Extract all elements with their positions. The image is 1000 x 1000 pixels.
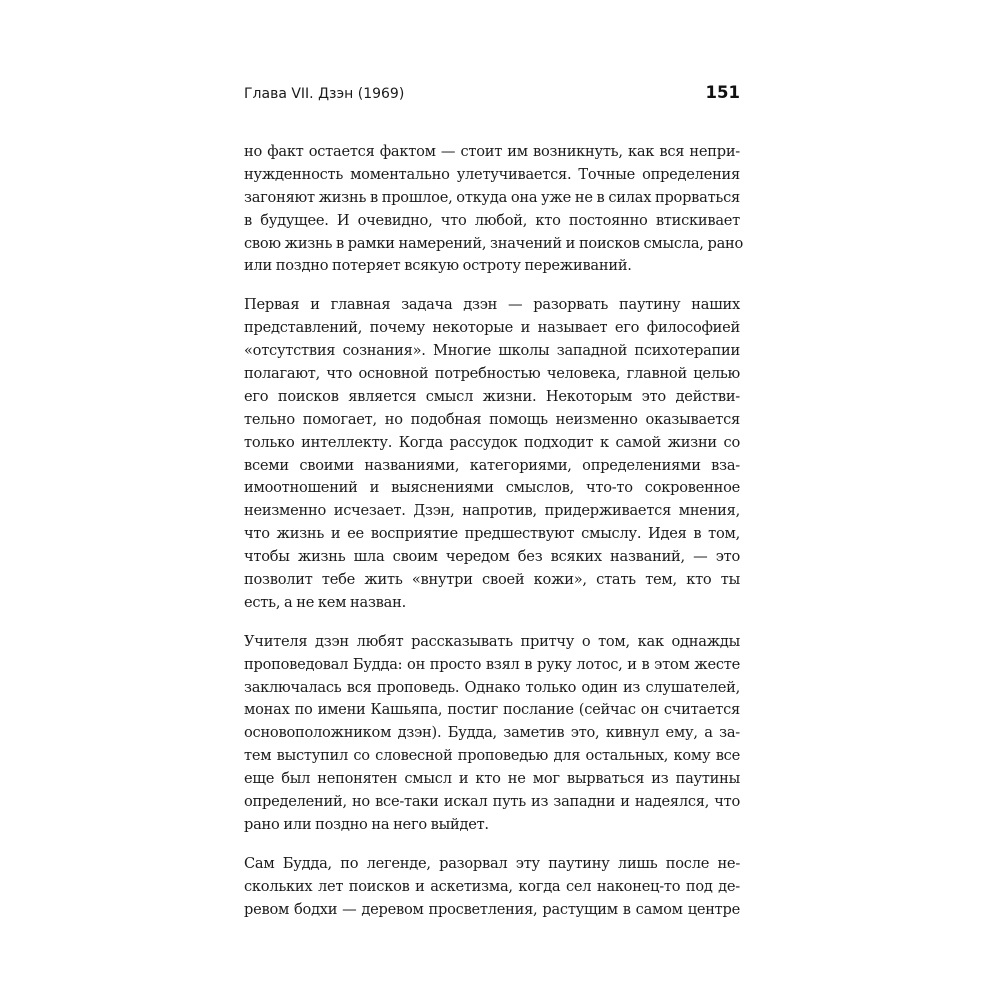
chapter-title: Глава VII. Дзэн (1969) xyxy=(244,86,405,102)
text-line: свою жизнь в рамки намерений, значений и поисков смысла, рано xyxy=(244,234,744,252)
text-line: проповедовал Будда: он просто взял в руку лотос, и в этом жесте xyxy=(244,655,740,673)
text-line: представлений, почему некоторые и называет его философией xyxy=(244,319,740,337)
body-text xyxy=(244,141,744,938)
text-line: Первая и главная задача дзэн — разорвать паутину наших xyxy=(244,296,740,314)
paragraph-3 xyxy=(244,631,740,837)
text-line: только интеллекту. Когда рассудок подходит к самой жизни со xyxy=(244,433,740,451)
text-line: имоотношений и выяснениями смыслов, что-то сокровенное xyxy=(244,479,740,497)
text-line: определений, но все-таки искал путь из западни и надеялся, что xyxy=(244,793,740,811)
text-line: но факт остается фактом — стоит им возникнуть, как вся непри- xyxy=(244,143,740,160)
text-line: что жизнь и ее восприятие предшествуют смыслу. Идея в том, xyxy=(244,525,740,543)
text-line: или поздно потеряет всякую остроту переживаний. xyxy=(244,257,632,275)
text-line: основоположником дзэн). Будда, заметив это, кивнул ему, а за- xyxy=(244,724,740,742)
text-line: ревом бодхи — деревом просветления, растущим в самом центре xyxy=(244,900,740,918)
text-line: «отсутствия сознания». Многие школы западной психотерапии xyxy=(244,342,740,360)
running-head xyxy=(244,83,740,109)
text-line: его поисков является смысл жизни. Некоторым это действи- xyxy=(244,387,740,405)
paragraph-2 xyxy=(244,294,740,614)
text-line: в будущее. И очевидно, что любой, кто постоянно втискивает xyxy=(244,211,740,229)
text-line: чтобы жизнь шла своим чередом без всяких названий, — это xyxy=(244,548,740,566)
paragraph-4 xyxy=(244,853,740,922)
text-line: монах по имени Кашьяпа, постиг послание (сейчас он считается xyxy=(244,701,740,719)
text-line: есть, а не кем назван. xyxy=(244,593,406,611)
text-line: позволит тебе жить «внутри своей кожи», стать тем, кто ты xyxy=(244,571,740,589)
text-line: скольких лет поисков и аскетизма, когда сел наконец-то под де- xyxy=(244,877,740,895)
text-line: неизменно исчезает. Дзэн, напротив, придерживается мнения, xyxy=(244,502,740,520)
text-line: тельно помогает, но подобная помощь неизменно оказывается xyxy=(244,410,740,428)
text-line: загоняют жизнь в прошлое, откуда она уже не в силах прорваться xyxy=(244,188,740,206)
page-number: 151 xyxy=(705,83,740,102)
paragraph-1 xyxy=(244,141,744,278)
text-line: полагают, что основной потребностью человека, главной целью xyxy=(244,365,740,383)
text-line: Сам Будда, по легенде, разорвал эту паутину лишь после не- xyxy=(244,854,740,872)
text-line: всеми своими названиями, категориями, определениями вза- xyxy=(244,456,740,474)
text-line: нужденность моментально улетучивается. Точные определения xyxy=(244,165,740,183)
text-line: рано или поздно на него выйдет. xyxy=(244,815,489,833)
text-line: тем выступил со словесной проповедью для остальных, кому все xyxy=(244,747,740,765)
text-line: заключалась вся проповедь. Однако только один из слушателей, xyxy=(244,678,740,696)
text-line: еще был непонятен смысл и кто не мог вырваться из паутины xyxy=(244,770,740,788)
text-line: Учителя дзэн любят рассказывать притчу о том, как однажды xyxy=(244,632,740,650)
